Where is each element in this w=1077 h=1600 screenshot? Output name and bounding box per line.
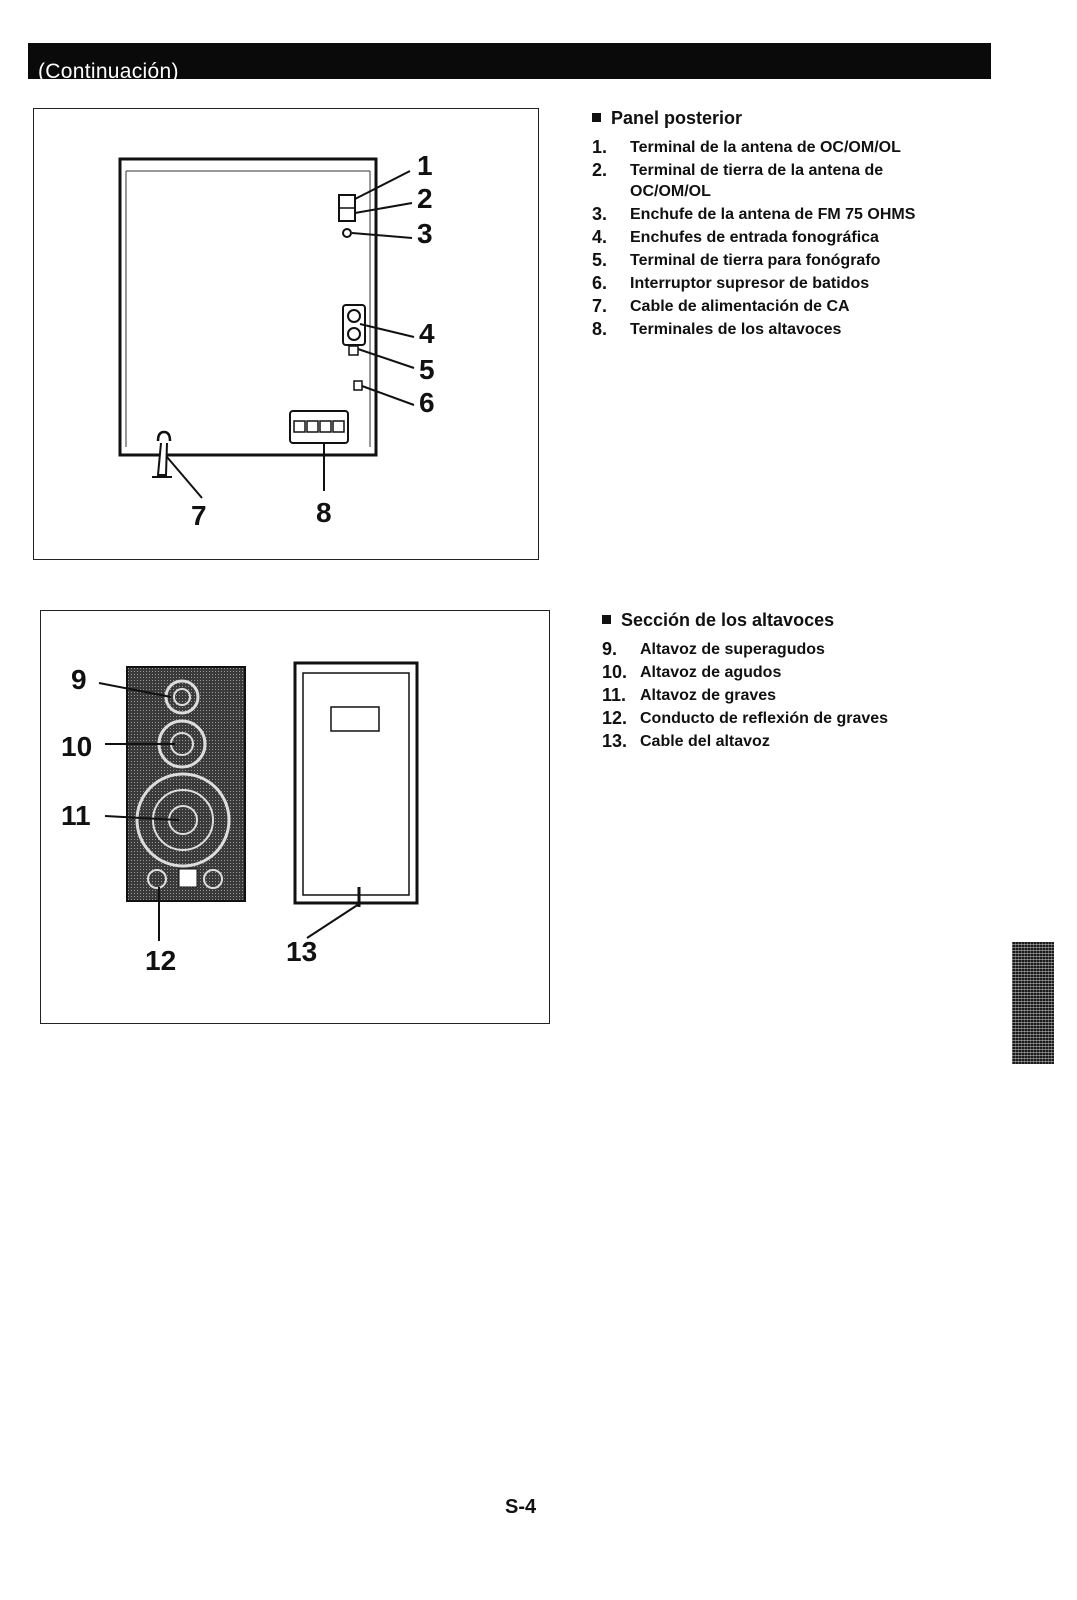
item-number: 8. bbox=[592, 319, 608, 339]
item-text: Terminal de la antena de OC/OM/OL bbox=[630, 139, 901, 156]
beat-cut-switch-icon bbox=[354, 381, 362, 390]
item-text: Terminal de tierra de la antena de OC/OM/OL bbox=[630, 162, 884, 200]
section-title: Sección de los altavoces bbox=[621, 610, 835, 630]
speaker-list bbox=[602, 639, 1042, 752]
speaker-terminal-icon bbox=[307, 421, 318, 432]
item-number: 2. bbox=[592, 160, 608, 180]
speaker-figure bbox=[40, 610, 550, 1024]
callout-number: 3 bbox=[417, 218, 433, 249]
section-heading bbox=[602, 609, 1042, 631]
speaker-terminal-icon bbox=[333, 421, 344, 432]
speaker-diagram bbox=[41, 611, 549, 1023]
phono-ground-icon bbox=[349, 346, 358, 355]
rear-panel-section bbox=[592, 107, 1032, 342]
rear-panel-list bbox=[592, 137, 1032, 340]
callout-line-7 bbox=[167, 457, 202, 498]
item-text: Terminales de los altavoces bbox=[630, 321, 842, 338]
page-number: S-4 bbox=[505, 1496, 537, 1518]
list-item bbox=[602, 685, 1042, 706]
callout-number: 10 bbox=[61, 731, 93, 762]
list-item bbox=[592, 204, 1032, 225]
phono-jack-r-icon bbox=[348, 328, 360, 340]
ac-cord-grommet-icon bbox=[158, 432, 170, 441]
phono-jack-l-icon bbox=[348, 310, 360, 322]
speaker-section bbox=[602, 609, 1042, 754]
item-number: 9. bbox=[602, 639, 618, 659]
thumb-index-tab bbox=[1012, 942, 1054, 1064]
rear-panel-diagram bbox=[34, 109, 538, 559]
list-item bbox=[602, 639, 1042, 660]
item-number: 7. bbox=[592, 296, 608, 316]
callout-number: 13 bbox=[286, 936, 318, 967]
list-item bbox=[592, 296, 1032, 317]
item-text: Altavoz de agudos bbox=[640, 664, 782, 681]
item-number: 4. bbox=[592, 227, 608, 247]
item-text: Altavoz de graves bbox=[640, 687, 777, 704]
speaker-terminal-icon bbox=[320, 421, 331, 432]
callout-number: 8 bbox=[316, 497, 332, 528]
list-item bbox=[592, 160, 1032, 202]
list-item bbox=[602, 662, 1042, 683]
item-number: 1. bbox=[592, 137, 608, 157]
list-item bbox=[602, 731, 1042, 752]
item-number: 6. bbox=[592, 273, 608, 293]
list-item bbox=[592, 250, 1032, 271]
rear-panel-figure bbox=[33, 108, 539, 560]
item-text: Conducto de reflexión de graves bbox=[640, 710, 889, 727]
square-bullet-icon bbox=[602, 615, 611, 624]
item-text: Cable del altavoz bbox=[640, 733, 770, 750]
speaker-terminal-icon bbox=[294, 421, 305, 432]
square-bullet-icon bbox=[592, 113, 601, 122]
callout-number: 11 bbox=[61, 800, 91, 831]
callout-number: 7 bbox=[191, 500, 207, 531]
list-item bbox=[592, 227, 1032, 248]
speaker-badge bbox=[179, 869, 197, 887]
callout-number: 6 bbox=[419, 387, 435, 418]
item-number: 10. bbox=[602, 662, 628, 682]
item-number: 3. bbox=[592, 204, 608, 224]
item-number: 12. bbox=[602, 708, 628, 728]
callout-number: 1 bbox=[417, 150, 433, 181]
item-text: Interruptor supresor de batidos bbox=[630, 275, 870, 292]
item-text: Cable de alimentación de CA bbox=[630, 298, 850, 315]
callout-number: 5 bbox=[419, 354, 435, 385]
list-item bbox=[592, 319, 1032, 340]
callout-line-13 bbox=[307, 904, 359, 938]
callout-number: 12 bbox=[145, 945, 177, 976]
item-text: Enchufes de entrada fonográfica bbox=[630, 229, 879, 246]
item-number: 5. bbox=[592, 250, 608, 270]
item-number: 11. bbox=[602, 685, 627, 705]
callout-number: 2 bbox=[417, 183, 433, 214]
section-title: Panel posterior bbox=[611, 108, 743, 128]
item-text: Enchufe de la antena de FM 75 OHMS bbox=[630, 206, 916, 223]
section-heading bbox=[592, 107, 1032, 129]
list-item bbox=[592, 273, 1032, 294]
list-item bbox=[592, 137, 1032, 158]
callout-number: 9 bbox=[71, 664, 87, 695]
item-number: 13. bbox=[602, 731, 628, 751]
list-item bbox=[602, 708, 1042, 729]
fm-jack-icon bbox=[343, 229, 351, 237]
page-title: (Continuación) bbox=[38, 60, 179, 83]
item-text: Terminal de tierra para fonógrafo bbox=[630, 252, 881, 269]
speaker-label-plate bbox=[331, 707, 379, 731]
callout-number: 4 bbox=[419, 318, 435, 349]
item-text: Altavoz de superagudos bbox=[640, 641, 825, 658]
